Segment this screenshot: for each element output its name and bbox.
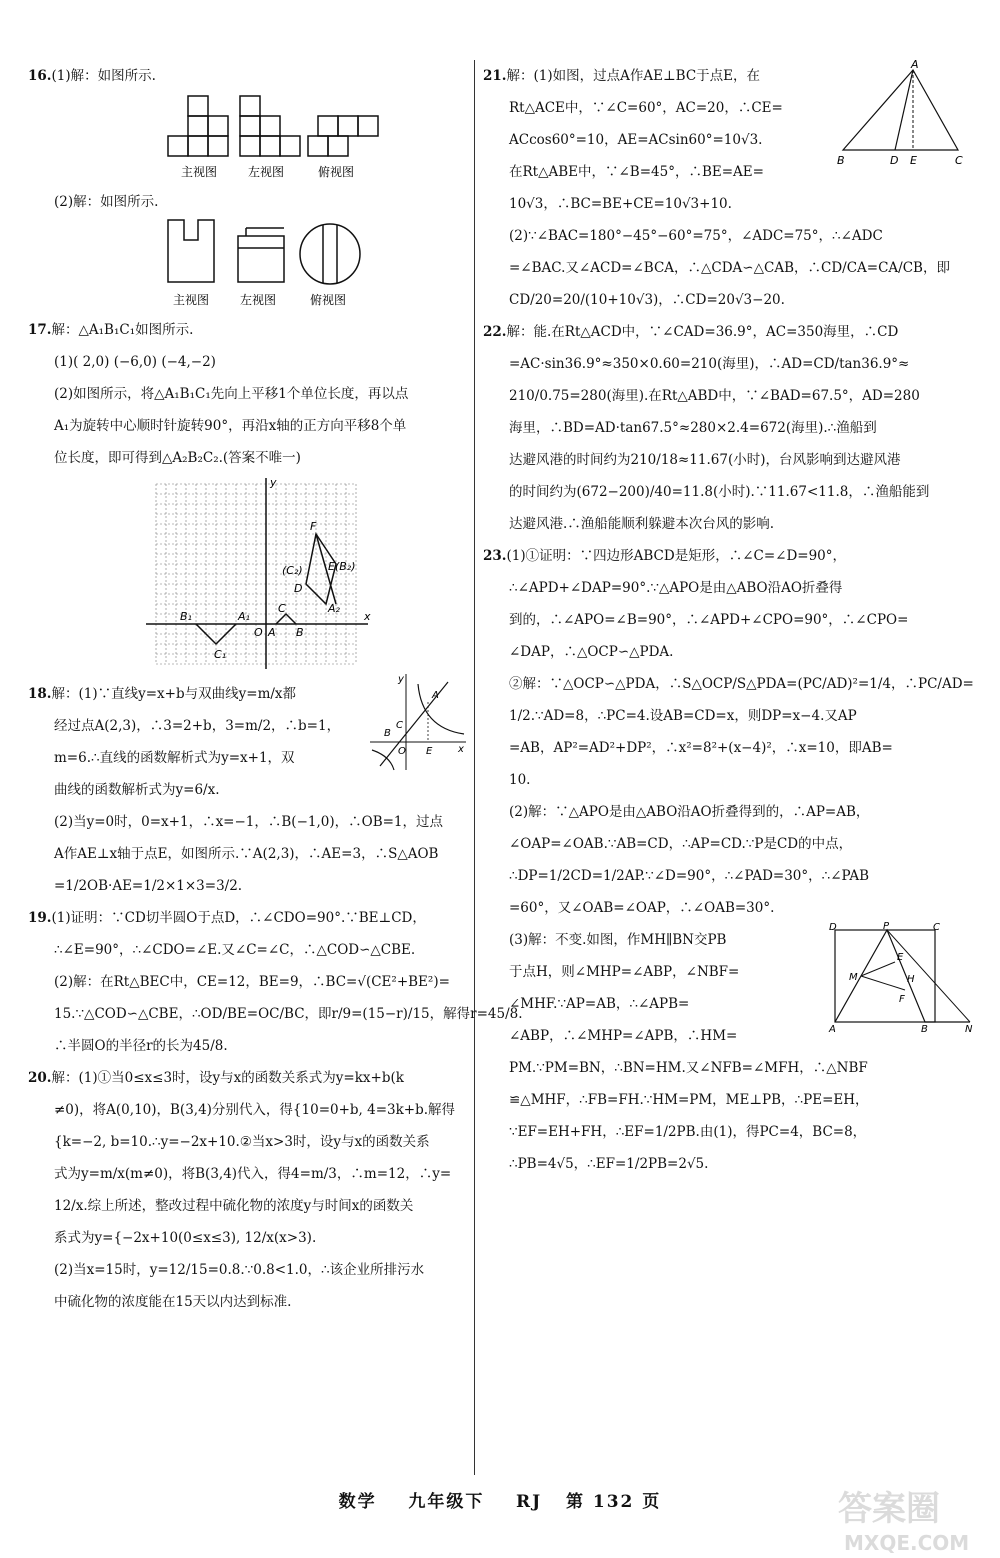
answer-line: A₁为旋转中心顺时针旋转90°，再沿x轴的正方向平移8个单 [54, 418, 407, 434]
answer-line: ∠DAP，∴△OCP∽△PDA. [509, 644, 674, 660]
answer-line: CD/20=20/(10+10√3)，∴CD=20√3−20. [509, 292, 785, 308]
question-16 [28, 60, 468, 314]
answer-line: (2)解：在Rt△BEC中，CE=12，BE=9，∴BC=√(CE²+BE²)= [54, 974, 450, 990]
point-label: H [907, 974, 915, 985]
question-number: 23. [483, 548, 507, 564]
answer-line: (2)当x=15时，y=12/15=0.8.∵0.8<1.0，∴该企业所排污水 [54, 1262, 425, 1278]
question-20 [28, 1062, 468, 1318]
left-view [238, 228, 284, 282]
answer-line: 的时间约为(672−200)/40=11.8(小时).∵11.67<11.8，∴渔船能到 [509, 484, 930, 500]
question-number: 19. [28, 910, 52, 926]
answer-line: ∠MHF.∵AP=AB，∴∠APB= [509, 996, 690, 1012]
point-label: C [396, 720, 403, 731]
view-label: 左视图 [248, 165, 285, 179]
answer-line: 10√3，∴BC=BE+CE=10√3+10. [509, 196, 732, 212]
point-label: O [254, 626, 263, 639]
footer-grade: 九年级下 [408, 1492, 485, 1512]
answer-line: ∴∠APD+∠DAP=90°.∵△APO是由△ABO沿AO折叠得 [509, 580, 843, 596]
answer-line: 210/0.75=280(海里).在Rt△ABD中，∵∠BAD=67.5°，AD=280 [509, 388, 920, 404]
point-label: E(B₂) [328, 560, 356, 573]
three-views-figure-1 [28, 92, 468, 182]
point-label: B [296, 626, 304, 639]
answer-line: {k=−2, b=10.∴y=−2x+10.②当x>3时，设y与x的函数关系 [54, 1134, 430, 1150]
point-label: D [294, 582, 303, 595]
answer-line: 式为y=m/x(m≠0)，将B(3,4)代入，得4=m/3，∴m=12，∴y= [54, 1166, 452, 1182]
question-number: 21. [483, 68, 507, 84]
watermark-logo [830, 1478, 990, 1558]
axis-label: x [364, 610, 371, 623]
right-column [483, 60, 975, 1180]
point-label: M [849, 972, 858, 983]
answer-line: 于点H，则∠MHP=∠ABP，∠NBF= [509, 964, 740, 980]
view-label: 俯视图 [318, 165, 355, 179]
three-views-figure-2 [28, 218, 468, 310]
answer-line: 10. [509, 772, 531, 788]
question-21 [483, 60, 975, 316]
question-18 [28, 674, 468, 902]
point-label: E [426, 746, 433, 757]
answer-line: ≌△MHF，∴FB=FH.∵HM=PM，ME⊥PB，∴PE=EH， [509, 1092, 869, 1108]
answer-line: =∠BAC.又∠ACD=∠BCA，∴△CDA∽△CAB，∴CD/CA=CA/CB，即 [509, 260, 950, 276]
answer-line: 1/2.∵AD=8，∴PC=4.设AB=CD=x，则DP=x−4.又AP [509, 708, 857, 724]
watermark-url: MXQE.COM [844, 1531, 970, 1555]
question-number: 20. [28, 1070, 52, 1086]
point-label: C [955, 154, 963, 167]
answer-line: =AB，AP²=AD²+DP²，∴x²=8²+(x−4)²，∴x=10，即AB= [509, 740, 893, 756]
answer-line: 15.∵△COD∽△CBE，∴OD/BE=OC/BC，即r/9=(15−r)/15，解得r=45/8. [54, 1006, 523, 1022]
answer-line: 到的，∴∠APO=∠B=90°，∴∠APD+∠CPO=90°，∴∠CPO= [509, 612, 909, 628]
point-label: A₁ [238, 610, 250, 623]
coordinate-grid-figure [28, 474, 468, 674]
function-graph-figure [368, 672, 468, 772]
footer-subject: 数学 [338, 1492, 377, 1512]
rectangle-fold-figure [825, 921, 975, 1035]
footer-page-number: 第 132 页 [565, 1492, 662, 1512]
answer-line: 解：△A₁B₁C₁如图所示. [51, 322, 194, 338]
answer-line: ∵EF=EH+FH，∴EF=1/2PB.由(1)，得PC=4，BC=8， [509, 1124, 867, 1140]
point-label: F [310, 520, 317, 533]
left-view [240, 96, 300, 156]
point-label: F [899, 994, 905, 1005]
answer-line: (1)解：如图所示. [51, 68, 156, 84]
question-17 [28, 314, 468, 678]
answer-line: (2)∵∠BAC=180°−45°−60°=75°，∠ADC=75°，∴∠ADC [509, 228, 883, 244]
view-label: 主视图 [173, 293, 210, 307]
triangle-figure [833, 60, 973, 170]
view-label: 左视图 [240, 293, 277, 307]
view-label: 主视图 [181, 165, 218, 179]
point-label: (C₂) [282, 564, 303, 577]
point-label: C [278, 602, 286, 615]
top-view [308, 116, 378, 156]
answer-line: ∴半圆O的半径r的长为45/8. [54, 1038, 228, 1054]
point-label: B [384, 728, 391, 739]
answer-line: (2)当y=0时，0=x+1，∴x=−1，∴B(−1,0)，∴OB=1，过点 [54, 814, 444, 830]
answer-line: 中硫化物的浓度能在15天以内达到标准. [54, 1294, 292, 1310]
front-view [168, 96, 228, 156]
answer-line: 系式为y={−2x+10(0≤x≤3), 12/x(x>3). [54, 1230, 317, 1246]
answer-line: =AC·sin36.9°≈350×0.60=210(海里)，∴AD=CD/tan36.9°≈ [509, 356, 910, 372]
answer-line: ∴∠E=90°，∴∠CDO=∠E.又∠C=∠C，∴△COD∽△CBE. [54, 942, 416, 958]
answer-line: ∠OAP=∠OAB.∵AB=CD，∴AP=CD.∵P是CD的中点， [509, 836, 853, 852]
answer-line: (1)证明：∵CD切半圆O于点D，∴∠CDO=90°.∵BE⊥CD， [51, 910, 426, 926]
footer-edition: RJ [516, 1492, 543, 1512]
answer-line: (3)解：不变.如图，作MH∥BN交PB [509, 932, 727, 948]
axis-label: y [398, 674, 404, 685]
point-label: B [921, 1024, 928, 1035]
point-label: A [432, 690, 439, 701]
left-column [28, 60, 523, 1318]
front-view [168, 220, 214, 282]
answer-line: 达避风港的时间约为210/18≈11.67(小时)，台风影响到达避风港 [509, 452, 901, 468]
answer-line: (1)①证明：∵四边形ABCD是矩形，∴∠C=∠D=90°， [506, 548, 847, 564]
answer-line: 12/x.综上所述，整改过程中硫化物的浓度y与时间x的函数关 [54, 1198, 414, 1214]
answer-line: 海里，∴BD=AD·tan67.5°≈280×2.4=672(海里).∴渔船到 [509, 420, 877, 436]
point-label: A [911, 58, 919, 71]
top-view [300, 224, 360, 284]
point-label: N [965, 1024, 973, 1035]
point-label: E [897, 952, 904, 963]
answer-line: 解：(1)①当0≤x≤3时，设y与x的函数关系式为y=kx+b(k [51, 1070, 404, 1086]
answer-line: 经过点A(2,3)，∴3=2+b，3=m/2，∴b=1， [54, 718, 341, 734]
answer-line: ACcos60°=10，AE=ACsin60°=10√3. [509, 132, 763, 148]
point-label: A₂ [328, 602, 340, 615]
answer-line: A作AE⊥x轴于点E，如图所示.∵A(2,3)，∴AE=3，∴S△AOB [54, 846, 439, 862]
answer-line: (2)如图所示，将△A₁B₁C₁先向上平移1个单位长度，再以点 [54, 386, 409, 402]
question-23 [483, 540, 975, 1180]
answer-line: ∴DP=1/2CD=1/2AP.∵∠D=90°，∴∠PAD=30°，∴∠PAB [509, 868, 870, 884]
answer-line: =1/2OB·AE=1/2×1×3=3/2. [54, 878, 243, 894]
point-label: A [268, 626, 276, 639]
view-label: 俯视图 [310, 293, 347, 307]
point-label: P [883, 921, 890, 932]
answer-line: ∠ABP，∴∠MHP=∠APB，∴HM= [509, 1028, 738, 1044]
answer-line: 达避风港.∴渔船能顺利躲避本次台风的影响. [509, 516, 775, 532]
answer-line: 曲线的函数解析式为y=6/x. [54, 782, 220, 798]
question-number: 16. [28, 68, 52, 84]
question-19 [28, 902, 523, 1062]
answer-line: (2)解：∵△APO是由△ABO沿AO折叠得到的，∴AP=AB， [509, 804, 870, 820]
axis-label: x [458, 744, 464, 755]
point-label: A [829, 1024, 836, 1035]
point-label: E [910, 154, 917, 167]
answer-line: PM.∵PM=BN，∴BN=HM.又∠NFB=∠MFH，∴△NBF [509, 1060, 868, 1076]
answer-line: 在Rt△ABE中，∵∠B=45°，∴BE=AE= [509, 164, 764, 180]
answer-line: m=6.∴直线的函数解析式为y=x+1，双 [54, 750, 295, 766]
question-number: 22. [483, 324, 507, 340]
answer-line: 解：能.在Rt△ACD中，∵∠CAD=36.9°，AC=350海里，∴CD [506, 324, 899, 340]
answer-line: 解：(1)如图，过点A作AE⊥BC于点E，在 [506, 68, 761, 84]
point-label: B [837, 154, 845, 167]
question-number: 17. [28, 322, 52, 338]
answer-line: =60°，又∠OAB=∠OAP，∴∠OAB=30°. [509, 900, 775, 916]
question-number: 18. [28, 686, 52, 702]
triangle-abc [276, 614, 296, 624]
answer-line: Rt△ACE中，∵∠C=60°，AC=20，∴CE= [509, 100, 783, 116]
answer-line: ∴PB=4√5，∴EF=1/2PB=2√5. [509, 1156, 709, 1172]
answer-line: (2)解：如图所示. [54, 194, 159, 210]
point-label: C [933, 922, 940, 933]
answer-line: ≠0)，将A(0,10)，B(3,4)分别代入，得{10=0+b, 4=3k+b.解得 [54, 1102, 456, 1118]
answer-line: 解：(1)∵直线y=x+b与双曲线y=m/x都 [51, 686, 297, 702]
point-label: B₁ [180, 610, 192, 623]
answer-line: ②解：∵△OCP∽△PDA，∴S△OCP/S△PDA=(PC/AD)²=1/4，∴PC/AD= [509, 676, 974, 692]
watermark-text: 答案圈 [838, 1489, 940, 1529]
answer-line: 位长度，即可得到△A₂B₂C₂.(答案不唯一) [54, 450, 301, 466]
point-label: O [398, 746, 406, 757]
axis-label: y [270, 476, 277, 489]
answer-line: (1)( 2,0) (−6,0) (−4,−2) [54, 354, 216, 370]
point-label: C₁ [214, 648, 227, 661]
question-22 [483, 316, 975, 540]
point-label: D [890, 154, 899, 167]
point-label: D [829, 922, 837, 933]
column-divider [474, 60, 475, 1475]
